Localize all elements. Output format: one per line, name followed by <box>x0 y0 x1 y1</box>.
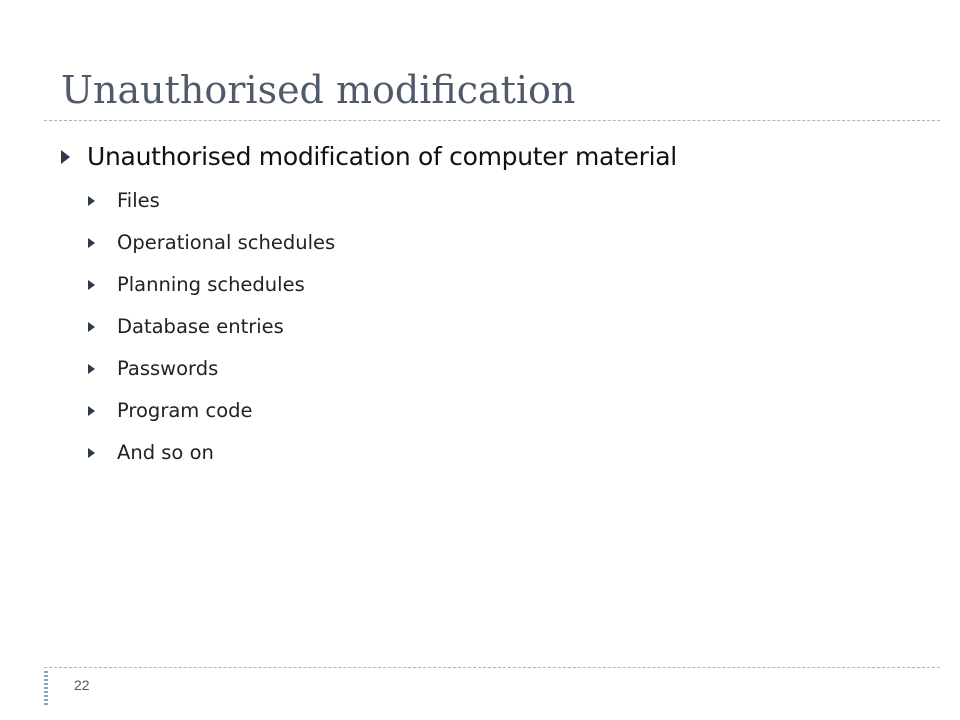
sub-bullet-text: And so on <box>117 441 214 464</box>
triangle-right-icon <box>88 280 95 290</box>
sub-bullet-text: Program code <box>117 399 253 422</box>
triangle-right-icon <box>88 448 95 458</box>
sub-bullet-text: Database entries <box>117 315 284 338</box>
sub-bullet-item <box>88 222 335 264</box>
main-bullet-item <box>61 139 677 175</box>
triangle-right-icon <box>88 364 95 374</box>
sub-bullet-item <box>88 306 335 348</box>
footer-accent-bar <box>44 671 48 706</box>
triangle-right-icon <box>88 238 95 248</box>
footer-divider <box>44 667 940 668</box>
triangle-right-icon <box>88 406 95 416</box>
sub-bullet-item <box>88 390 335 432</box>
sub-bullet-text: Passwords <box>117 357 219 380</box>
sub-bullet-list <box>88 180 335 474</box>
sub-bullet-item <box>88 180 335 222</box>
sub-bullet-item <box>88 264 335 306</box>
sub-bullet-text: Files <box>117 189 160 212</box>
triangle-right-icon <box>88 322 95 332</box>
sub-bullet-item <box>88 432 335 474</box>
sub-bullet-text: Planning schedules <box>117 273 305 296</box>
main-bullet-text: Unauthorised modification of computer material <box>87 142 677 171</box>
triangle-right-icon <box>88 196 95 206</box>
slide-title: Unauthorised modification <box>61 68 576 112</box>
sub-bullet-item <box>88 348 335 390</box>
triangle-right-icon <box>61 150 70 164</box>
sub-bullet-text: Operational schedules <box>117 231 336 254</box>
title-divider <box>44 120 940 121</box>
page-number: 22 <box>74 677 90 693</box>
